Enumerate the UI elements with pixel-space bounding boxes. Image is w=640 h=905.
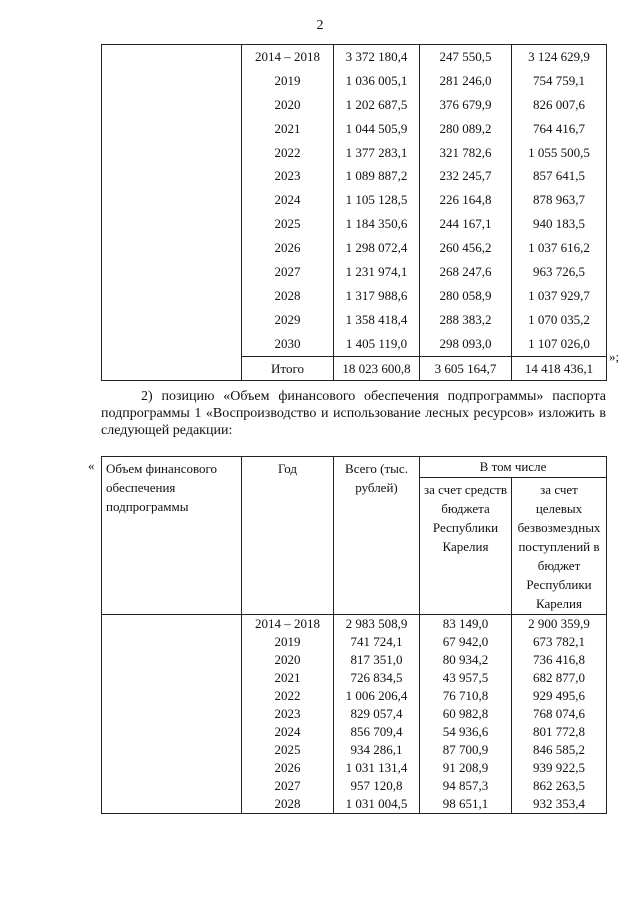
header-total: Всего (тыс. рублей): [334, 457, 420, 615]
budget-cell: 280 089,2: [420, 117, 512, 141]
year-cell: 2021: [242, 669, 334, 687]
total-cell: 1 036 005,1: [334, 69, 420, 93]
closing-quote: »;: [609, 349, 620, 364]
year-cell: 2020: [242, 93, 334, 117]
total-cell: 1 317 988,6: [334, 284, 420, 308]
year-cell: 2019: [242, 633, 334, 651]
other-cell: 764 416,7: [512, 117, 607, 141]
total-cell: 1 089 887,2: [334, 164, 420, 188]
year-cell: 2025: [242, 212, 334, 236]
other-cell: 857 641,5: [512, 164, 607, 188]
total-cell: 741 724,1: [334, 633, 420, 651]
year-cell: 2027: [242, 777, 334, 795]
other-cell: 2 900 359,9: [512, 615, 607, 634]
other-cell: 932 353,4: [512, 795, 607, 814]
year-cell: 2022: [242, 141, 334, 165]
budget-cell: 67 942,0: [420, 633, 512, 651]
page-number: 2: [316, 18, 324, 33]
budget-cell: 91 208,9: [420, 759, 512, 777]
total-budget-cell: 3 605 164,7: [420, 356, 512, 381]
other-cell: 846 585,2: [512, 741, 607, 759]
budget-cell: 244 167,1: [420, 212, 512, 236]
total-cell: 1 377 283,1: [334, 141, 420, 165]
total-cell: 1 044 505,9: [334, 117, 420, 141]
budget-cell: 268 247,6: [420, 260, 512, 284]
total-other-cell: 14 418 436,1: [512, 356, 607, 381]
total-cell: 957 120,8: [334, 777, 420, 795]
other-cell: 1 107 026,0: [512, 332, 607, 356]
year-cell: 2030: [242, 332, 334, 356]
year-cell: 2020: [242, 651, 334, 669]
budget-cell: 43 957,5: [420, 669, 512, 687]
year-cell: 2021: [242, 117, 334, 141]
other-cell: 826 007,6: [512, 93, 607, 117]
header-budget-funds: за счет средств бюджета Республики Карелия: [420, 478, 512, 615]
year-cell: 2023: [242, 164, 334, 188]
total-cell: 1 031 004,5: [334, 795, 420, 814]
financing-table-subprogram-1: [101, 456, 607, 814]
total-cell: 817 351,0: [334, 651, 420, 669]
other-cell: 682 877,0: [512, 669, 607, 687]
total-sum-cell: 18 023 600,8: [334, 356, 420, 381]
budget-cell: 232 245,7: [420, 164, 512, 188]
total-cell: 3 372 180,4: [334, 45, 420, 69]
total-cell: 1 202 687,5: [334, 93, 420, 117]
opening-quote: «: [88, 458, 95, 473]
year-cell: 2014 – 2018: [242, 615, 334, 634]
other-cell: 939 922,5: [512, 759, 607, 777]
header-including: В том числе: [420, 457, 607, 478]
total-label-cell: Итого: [242, 356, 334, 381]
table-row: [102, 45, 607, 69]
budget-cell: 288 383,2: [420, 308, 512, 332]
other-cell: 801 772,8: [512, 723, 607, 741]
total-cell: 856 709,4: [334, 723, 420, 741]
budget-cell: 281 246,0: [420, 69, 512, 93]
other-cell: 1 070 035,2: [512, 308, 607, 332]
other-cell: 1 037 929,7: [512, 284, 607, 308]
other-cell: 673 782,1: [512, 633, 607, 651]
budget-cell: 226 164,8: [420, 188, 512, 212]
header-year: Год: [242, 457, 334, 615]
other-cell: 862 263,5: [512, 777, 607, 795]
header-gratuitous-receipts: за счет целевых безвозмездных поступлений в бюджет Республики Карелия: [512, 478, 607, 615]
other-cell: 768 074,6: [512, 705, 607, 723]
budget-cell: 376 679,9: [420, 93, 512, 117]
budget-cell: 60 982,8: [420, 705, 512, 723]
budget-cell: 83 149,0: [420, 615, 512, 634]
total-cell: 1 298 072,4: [334, 236, 420, 260]
other-cell: 736 416,8: [512, 651, 607, 669]
year-cell: 2024: [242, 188, 334, 212]
blank-name-cell: [102, 45, 242, 381]
total-cell: 1 358 418,4: [334, 308, 420, 332]
year-cell: 2023: [242, 705, 334, 723]
budget-cell: 321 782,6: [420, 141, 512, 165]
budget-cell: 298 093,0: [420, 332, 512, 356]
other-cell: 1 037 616,2: [512, 236, 607, 260]
year-cell: 2027: [242, 260, 334, 284]
year-cell: 2025: [242, 741, 334, 759]
other-cell: 1 055 500,5: [512, 141, 607, 165]
year-cell: 2019: [242, 69, 334, 93]
other-cell: 929 495,6: [512, 687, 607, 705]
total-cell: 1 184 350,6: [334, 212, 420, 236]
year-cell: 2024: [242, 723, 334, 741]
financing-table-continued: [101, 44, 607, 381]
year-cell: 2026: [242, 236, 334, 260]
budget-cell: 260 456,2: [420, 236, 512, 260]
year-cell: 2026: [242, 759, 334, 777]
blank-name-cell: [102, 615, 242, 814]
budget-cell: 94 857,3: [420, 777, 512, 795]
budget-cell: 247 550,5: [420, 45, 512, 69]
total-cell: 829 057,4: [334, 705, 420, 723]
total-cell: 1 105 128,5: [334, 188, 420, 212]
other-cell: 754 759,1: [512, 69, 607, 93]
other-cell: 940 183,5: [512, 212, 607, 236]
total-cell: 1 006 206,4: [334, 687, 420, 705]
budget-cell: 80 934,2: [420, 651, 512, 669]
year-cell: 2014 – 2018: [242, 45, 334, 69]
budget-cell: 280 058,9: [420, 284, 512, 308]
amendment-paragraph: 2) позицию «Объем финансового обеспечения подпрограммы» паспорта подпрограммы 1 «Воспроизводство и использование лесных ресурсов» изложить в следующей редакции:: [101, 389, 606, 438]
total-cell: 934 286,1: [334, 741, 420, 759]
total-cell: 1 031 131,4: [334, 759, 420, 777]
budget-cell: 98 651,1: [420, 795, 512, 814]
budget-cell: 76 710,8: [420, 687, 512, 705]
year-cell: 2029: [242, 308, 334, 332]
year-cell: 2022: [242, 687, 334, 705]
year-cell: 2028: [242, 284, 334, 308]
budget-cell: 87 700,9: [420, 741, 512, 759]
total-cell: 1 231 974,1: [334, 260, 420, 284]
other-cell: 963 726,5: [512, 260, 607, 284]
total-cell: 2 983 508,9: [334, 615, 420, 634]
budget-cell: 54 936,6: [420, 723, 512, 741]
year-cell: 2028: [242, 795, 334, 814]
total-cell: 726 834,5: [334, 669, 420, 687]
header-financing-volume: Объем финансового обеспечения подпрограммы: [102, 457, 242, 615]
other-cell: 878 963,7: [512, 188, 607, 212]
total-cell: 1 405 119,0: [334, 332, 420, 356]
other-cell: 3 124 629,9: [512, 45, 607, 69]
table-row: [102, 615, 607, 634]
